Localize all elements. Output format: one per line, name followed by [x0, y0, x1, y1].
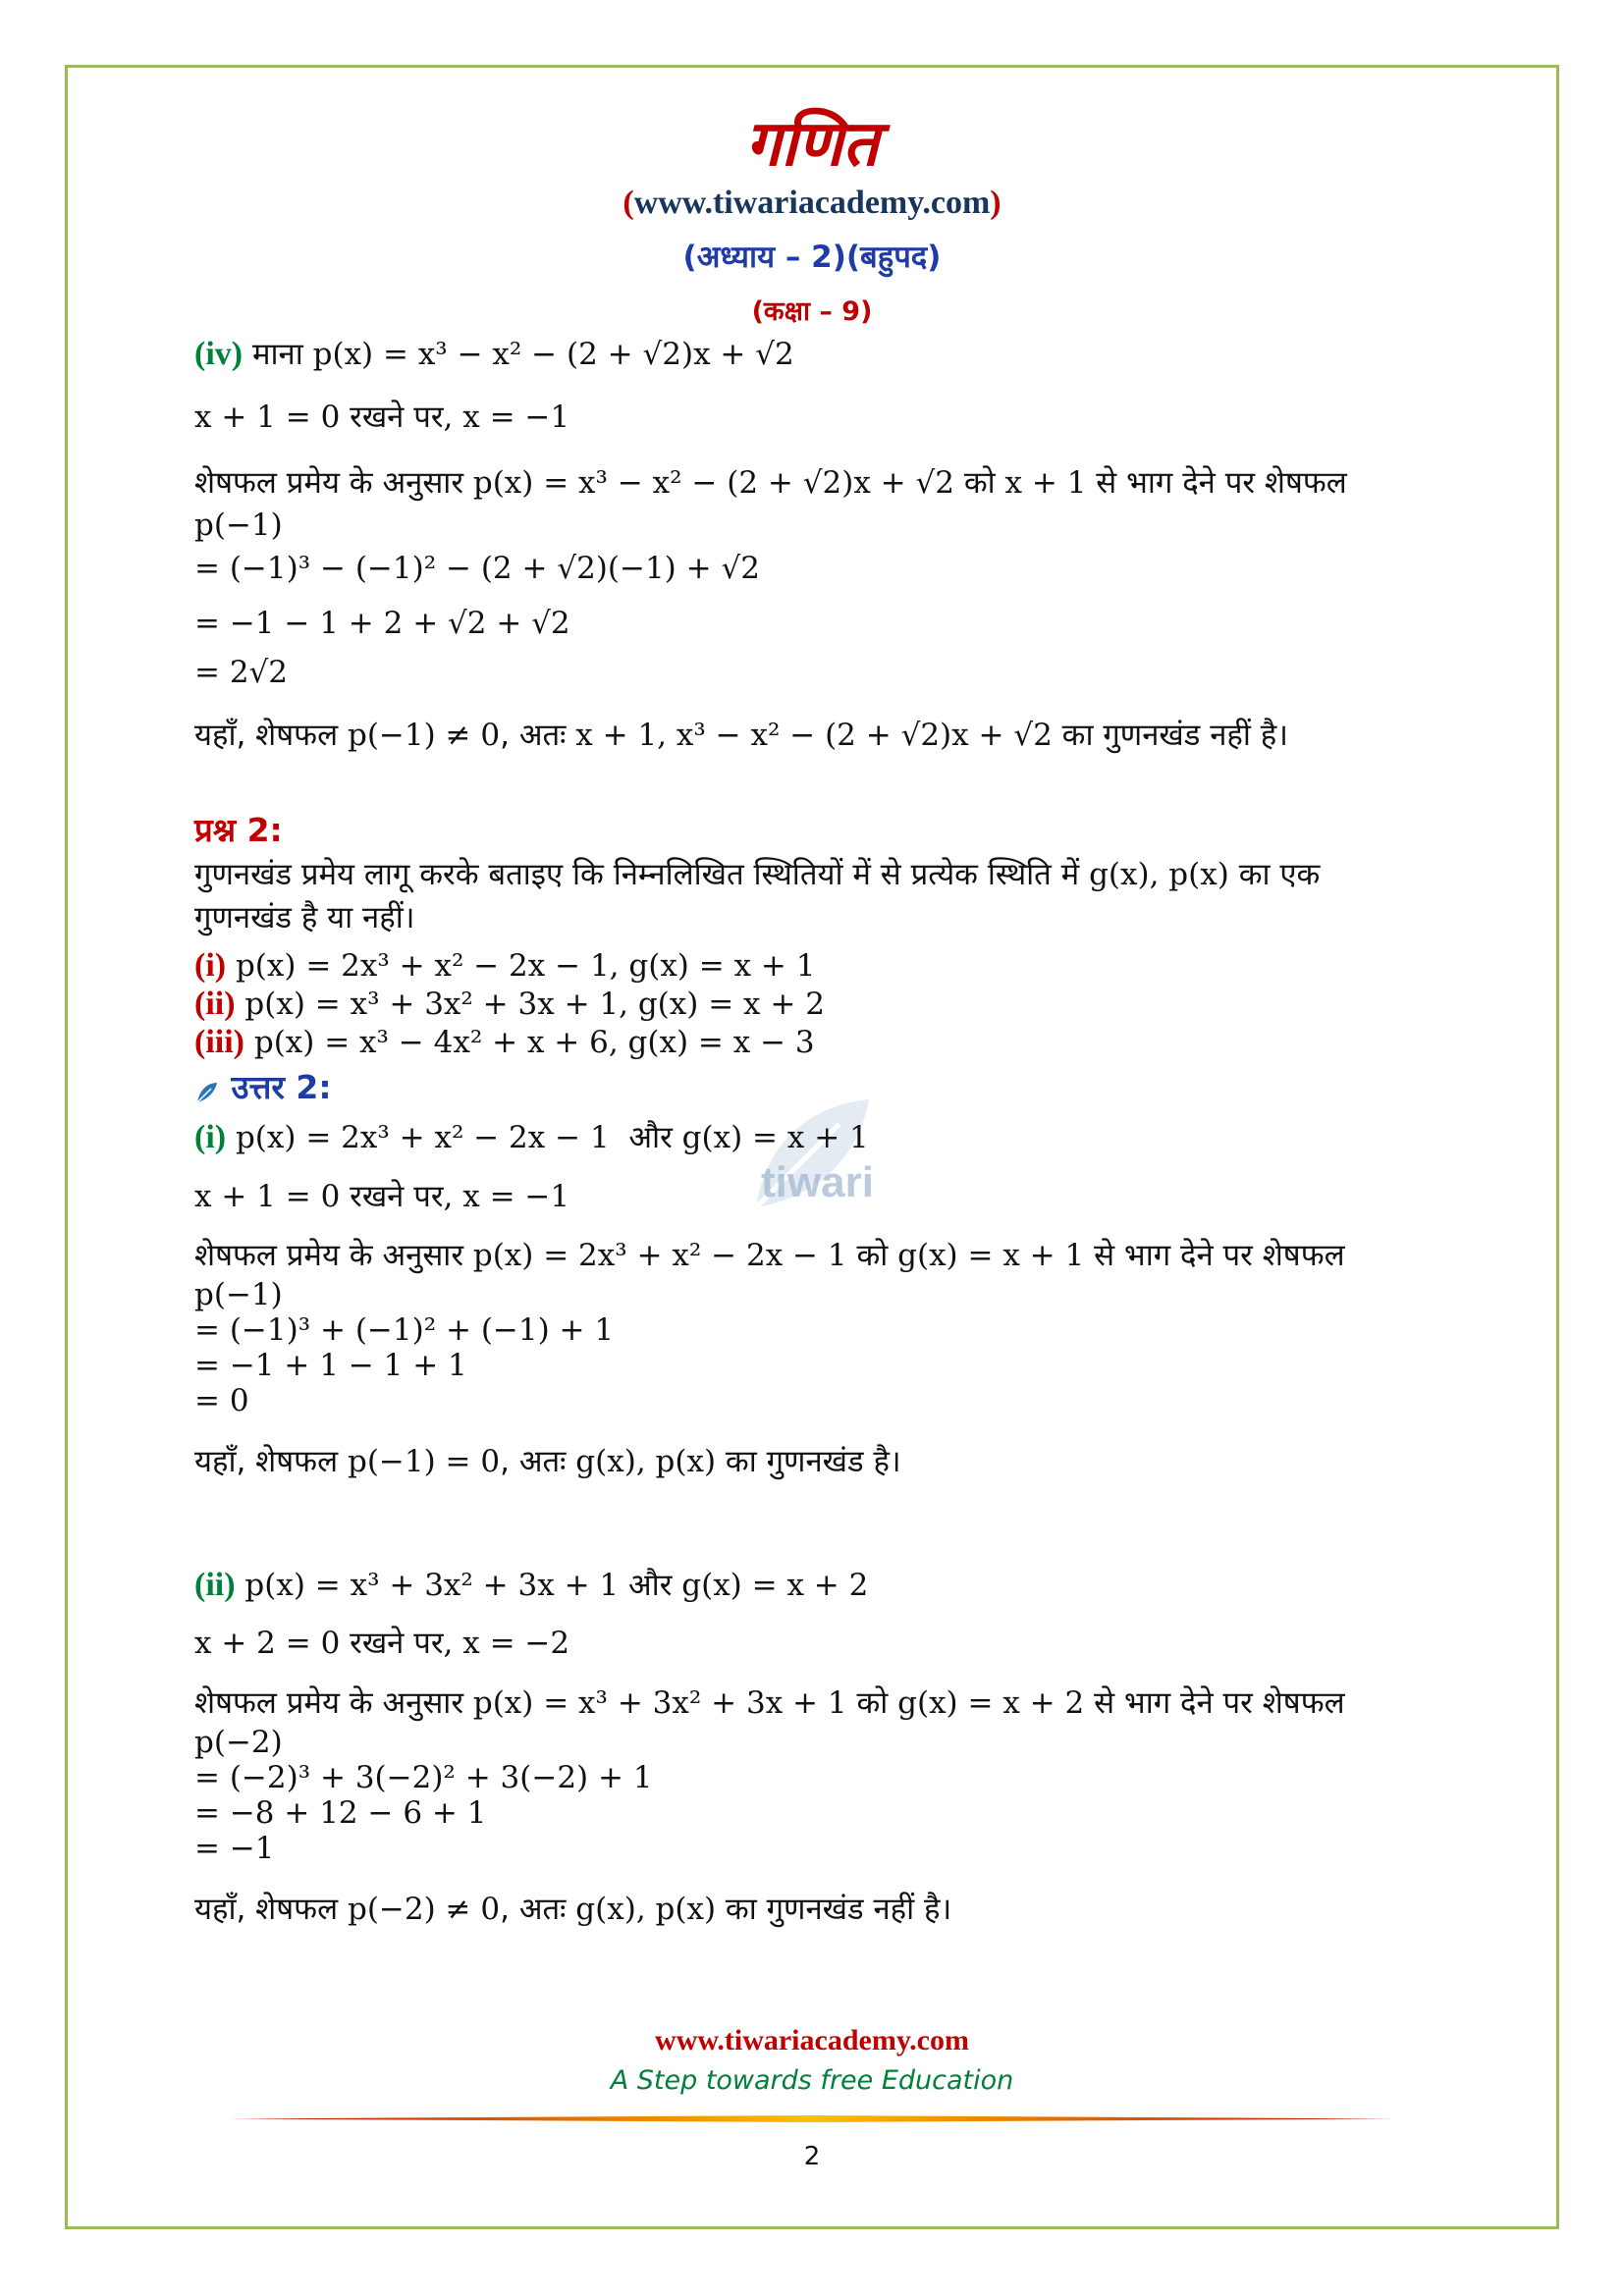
chapter-heading: (अध्याय – 2)(बहुपद) [682, 240, 942, 275]
page-number: 2 [803, 2142, 821, 2171]
question-item: (i) p(x) = 2x³ + x² − 2x − 1, g(x) = x + 1 [194, 947, 816, 984]
step-line: = −1 − 1 + 2 + √2 + √2 [194, 606, 570, 641]
question-text-2: गुणनखंड है या नहीं। [194, 900, 415, 935]
tiwari-leaf-icon [194, 1077, 220, 1102]
step-line: = −8 + 12 − 6 + 1 [194, 1795, 487, 1831]
part-iv-put: x + 1 = 0 रखने पर, x = −1 [194, 400, 570, 435]
question-item: (iii) p(x) = x³ − 4x² + x + 6, g(x) = x − 3 [194, 1024, 815, 1060]
answer-part-i-conclusion: यहाँ, शेषफल p(−1) = 0, अतः g(x), p(x) का गुणनखंड है। [194, 1444, 901, 1479]
footer-tagline: A Step towards free Education [610, 2065, 1014, 2096]
step-line: = 0 [194, 1383, 249, 1418]
footer-divider [229, 2115, 1395, 2122]
part-label: (iv) [194, 336, 244, 372]
part-iv-theorem: शेषफल प्रमेय के अनुसार p(x) = x³ − x² − (2 + √2)x + √2 को x + 1 से भाग देने पर शेषफल [194, 465, 1347, 501]
answer-heading: उत्तर 2: [194, 1070, 332, 1105]
answer-part-ii-given: (ii) p(x) = x³ + 3x² + 3x + 1 और g(x) = x + 2 [194, 1567, 869, 1603]
step-line: = (−1)³ − (−1)² − (2 + √2)(−1) + √2 [194, 551, 760, 586]
class-heading: (कक्षा – 9) [751, 296, 873, 327]
step-line: = −1 + 1 − 1 + 1 [194, 1348, 467, 1383]
step-line: p(−1) [194, 1277, 283, 1312]
footer-site-link[interactable]: www.tiwariacademy.com [655, 2024, 969, 2056]
header-site[interactable]: (www.tiwariacademy.com) [623, 185, 1001, 221]
answer-part-ii-put: x + 2 = 0 रखने पर, x = −2 [194, 1626, 570, 1661]
watermark-text: tiwari [761, 1158, 874, 1206]
answer-part-ii-theorem: शेषफल प्रमेय के अनुसार p(x) = x³ + 3x² + 3x + 1 को g(x) = x + 2 से भाग देने पर शेषफल [194, 1685, 1345, 1721]
header-site-link[interactable]: www.tiwariacademy.com [633, 185, 991, 221]
step-line: = −1 [194, 1831, 275, 1866]
answer-part-ii-conclusion: यहाँ, शेषफल p(−2) ≠ 0, अतः g(x), p(x) का गुणनखंड नहीं है। [194, 1892, 952, 1927]
step-line: = (−1)³ + (−1)² + (−1) + 1 [194, 1312, 615, 1348]
question-item: (ii) p(x) = x³ + 3x² + 3x + 1, g(x) = x + 2 [194, 986, 825, 1022]
part-iv-conclusion: यहाँ, शेषफल p(−1) ≠ 0, अतः x + 1, x³ − x² − (2 + √2)x + √2 का गुणनखंड नहीं है। [194, 718, 1288, 753]
page-title: गणित [745, 107, 879, 181]
answer-part-i-put: x + 1 = 0 रखने पर, x = −1 [194, 1179, 570, 1214]
question-text: गुणनखंड प्रमेय लागू करके बताइए कि निम्नलिखित स्थितियों में से प्रत्येक स्थिति में g(x), p(x) का एक [194, 857, 1321, 892]
answer-part-i-theorem: शेषफल प्रमेय के अनुसार p(x) = 2x³ + x² − 2x − 1 को g(x) = x + 1 से भाग देने पर शेषफल [194, 1238, 1345, 1273]
step-line: = 2√2 [194, 655, 289, 690]
step-line: = (−2)³ + 3(−2)² + 3(−2) + 1 [194, 1760, 653, 1795]
question-heading: प्रश्न 2: [194, 811, 283, 849]
step-line: p(−1) [194, 507, 283, 543]
step-line: p(−2) [194, 1725, 283, 1760]
answer-part-i-given: (i) p(x) = 2x³ + x² − 2x − 1 और g(x) = x + 1 [194, 1119, 869, 1155]
part-iv-let: (iv) माना p(x) = x³ − x² − (2 + √2)x + √2 [194, 336, 794, 372]
